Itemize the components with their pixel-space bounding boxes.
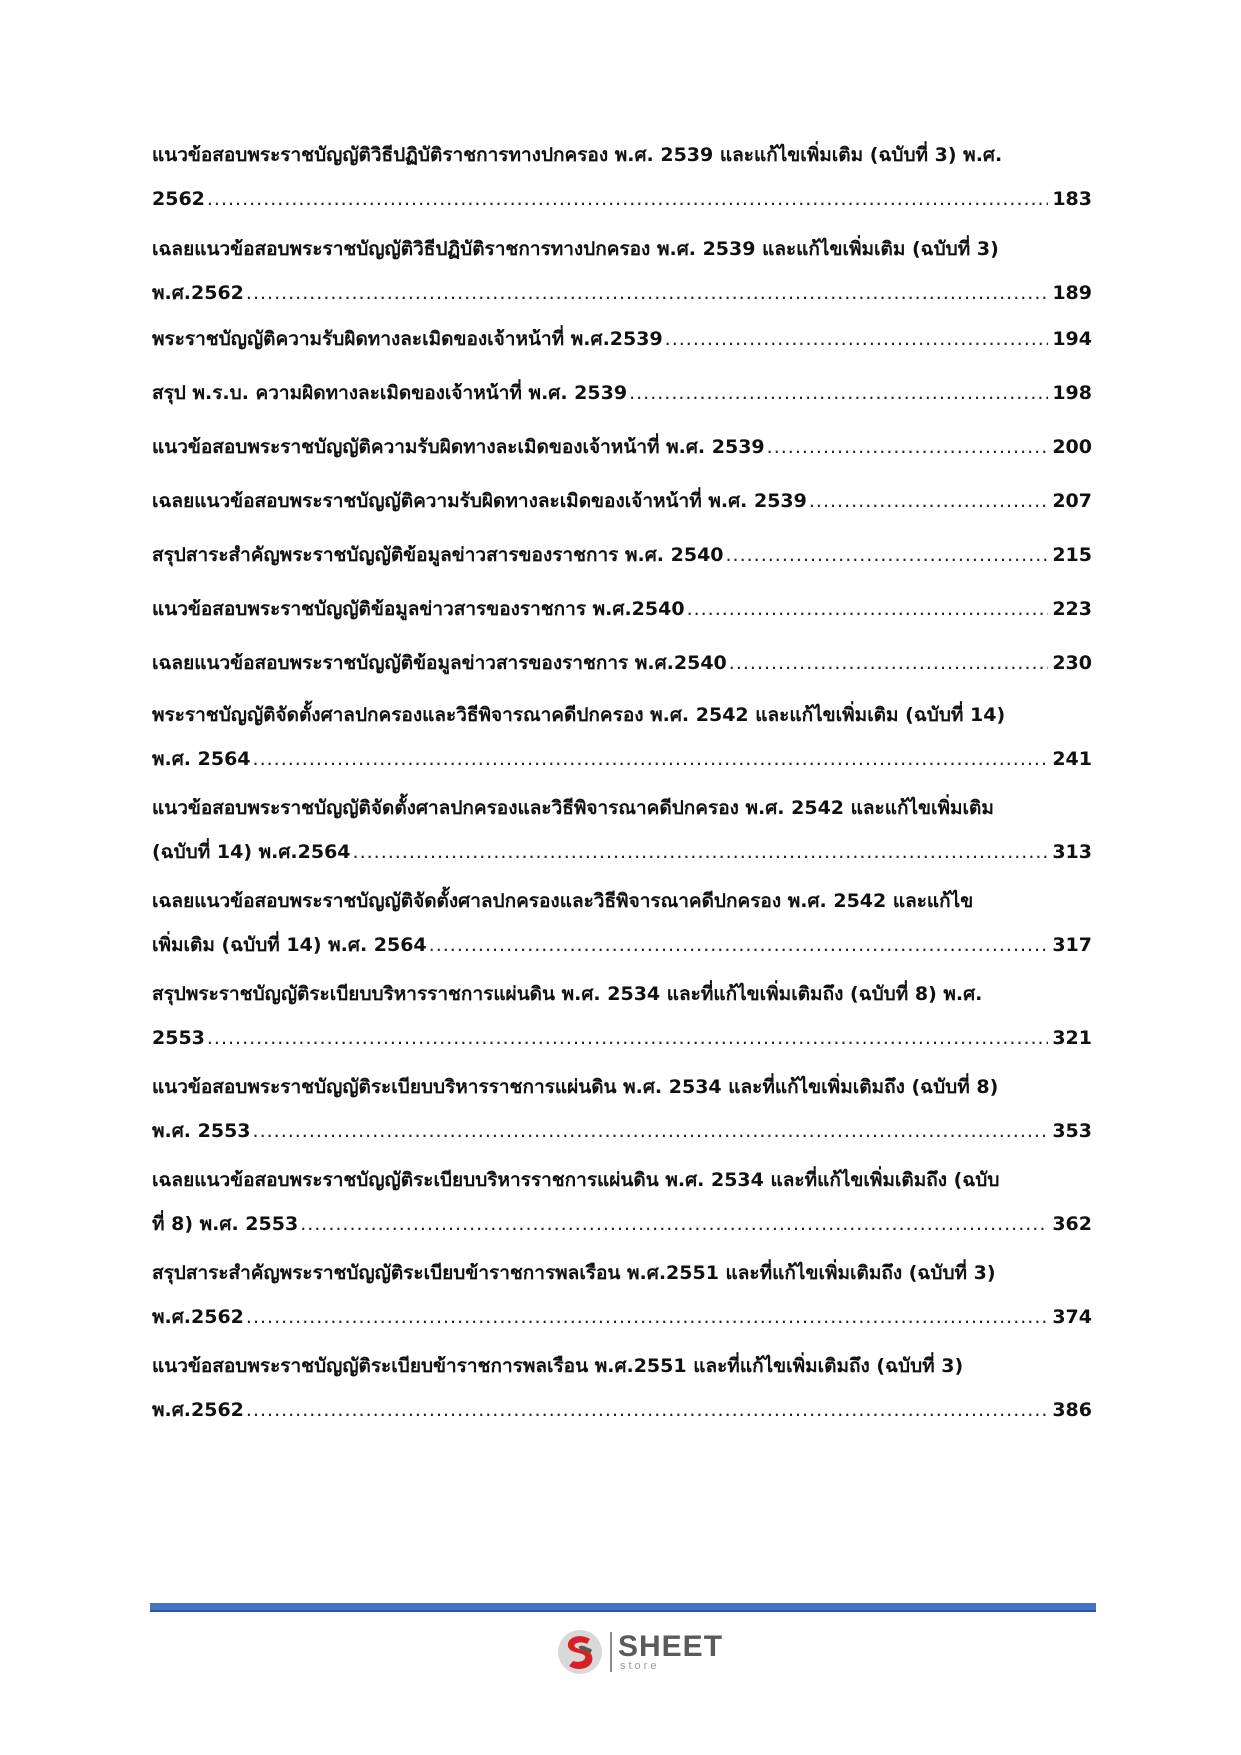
toc-page-number: 194 bbox=[1052, 328, 1092, 350]
toc-entry-title-line: เพิ่มเติม (ฉบับที่ 14) พ.ศ. 2564 bbox=[152, 934, 427, 956]
dot-leader bbox=[429, 923, 1049, 967]
toc-page-number: 353 bbox=[1052, 1120, 1092, 1142]
toc-entry-title-line: สรุปพระราชบัญญัติระเบียบบริหารราชการแผ่นดิน พ.ศ. 2534 และที่แก้ไขเพิ่มเติมถึง (ฉบับที่ 8) พ.ศ. bbox=[152, 983, 983, 1005]
toc-entry-title-line: 2553 bbox=[152, 1027, 205, 1049]
toc-entry-title-line: เฉลยแนวข้อสอบพระราชบัญญัติระเบียบบริหารราชการแผ่นดิน พ.ศ. 2534 และที่แก้ไขเพิ่มเติมถึง (ฉบับ bbox=[152, 1169, 1000, 1191]
dot-leader bbox=[246, 1388, 1048, 1432]
toc-entry-last-line bbox=[152, 1016, 1092, 1060]
toc-entry[interactable] bbox=[152, 479, 1092, 523]
toc-entry[interactable] bbox=[152, 879, 1092, 967]
toc-entry-last-line bbox=[152, 737, 1092, 781]
toc-entry-title-line: พระราชบัญญัติจัดตั้งศาลปกครองและวิธีพิจารณาคดีปกครอง พ.ศ. 2542 และแก้ไขเพิ่มเติม (ฉบับที่ 14) bbox=[152, 704, 1006, 726]
toc-entry-title-line: แนวข้อสอบพระราชบัญญัติข้อมูลข่าวสารของราชการ พ.ศ.2540 bbox=[152, 598, 685, 620]
toc-entry[interactable] bbox=[152, 1158, 1092, 1246]
toc-entry[interactable] bbox=[152, 317, 1092, 361]
toc-entry[interactable] bbox=[152, 533, 1092, 577]
toc-entry-title-line: พ.ศ.2562 bbox=[152, 282, 244, 304]
toc-entry-title-line: (ฉบับที่ 14) พ.ศ.2564 bbox=[152, 841, 351, 863]
toc-entry-last-line bbox=[152, 317, 1092, 361]
toc-entry[interactable] bbox=[152, 133, 1092, 221]
dot-leader bbox=[246, 1295, 1048, 1339]
toc-page-number: 362 bbox=[1052, 1213, 1092, 1235]
toc-entry-title-line: สรุปสาระสำคัญพระราชบัญญัติข้อมูลข่าวสารของราชการ พ.ศ. 2540 bbox=[152, 544, 724, 566]
toc-entry[interactable] bbox=[152, 693, 1092, 781]
dot-leader bbox=[207, 177, 1048, 221]
toc-entry-title-line: แนวข้อสอบพระราชบัญญัติจัดตั้งศาลปกครองและวิธีพิจารณาคดีปกครอง พ.ศ. 2542 และแก้ไขเพิ่มเติม bbox=[152, 797, 994, 819]
toc-entry-last-line bbox=[152, 479, 1092, 523]
logo-text bbox=[618, 1632, 723, 1672]
dot-leader bbox=[665, 317, 1049, 361]
toc-entry-title-line: พ.ศ. 2564 bbox=[152, 748, 251, 770]
toc-entry-title-line: เฉลยแนวข้อสอบพระราชบัญญัติวิธีปฏิบัติราชการทางปกครอง พ.ศ. 2539 และแก้ไขเพิ่มเติม (ฉบับที่ 3) bbox=[152, 238, 999, 260]
toc-page-number: 374 bbox=[1052, 1306, 1092, 1328]
toc-entry-title-line: พ.ศ. 2553 bbox=[152, 1120, 251, 1142]
dot-leader bbox=[809, 479, 1048, 523]
toc-page-number: 223 bbox=[1052, 598, 1092, 620]
toc-entry-title-line: เฉลยแนวข้อสอบพระราชบัญญัติข้อมูลข่าวสารของราชการ พ.ศ.2540 bbox=[152, 652, 727, 674]
dot-leader bbox=[253, 737, 1049, 781]
toc-entry-last-line bbox=[152, 1295, 1092, 1339]
toc-entry-title-line: ที่ 8) พ.ศ. 2553 bbox=[152, 1213, 299, 1235]
dot-leader bbox=[767, 425, 1049, 469]
toc-page-number: 321 bbox=[1052, 1027, 1092, 1049]
dot-leader bbox=[253, 1109, 1049, 1153]
toc-page-number: 198 bbox=[1052, 382, 1092, 404]
toc-entry[interactable] bbox=[152, 1251, 1092, 1339]
toc-page-number: 313 bbox=[1052, 841, 1092, 863]
toc-entry-last-line bbox=[152, 371, 1092, 415]
toc-page-number: 386 bbox=[1052, 1399, 1092, 1421]
toc-entry-last-line bbox=[152, 641, 1092, 685]
dot-leader bbox=[207, 1016, 1048, 1060]
dot-leader bbox=[353, 830, 1049, 874]
toc-page-number: 200 bbox=[1052, 436, 1092, 458]
toc-entry-last-line bbox=[152, 1388, 1092, 1432]
dot-leader bbox=[300, 1202, 1048, 1246]
toc-page-number: 183 bbox=[1052, 188, 1092, 210]
sheet-store-logo-icon bbox=[556, 1628, 604, 1676]
toc-entry-last-line bbox=[152, 533, 1092, 577]
toc-page-number: 189 bbox=[1052, 282, 1092, 304]
toc-page-number: 215 bbox=[1052, 544, 1092, 566]
toc-entry-last-line bbox=[152, 425, 1092, 469]
toc-entry[interactable] bbox=[152, 1065, 1092, 1153]
logo-subtitle: store bbox=[620, 1660, 660, 1672]
toc-entry-title-line: สรุป พ.ร.บ. ความผิดทางละเมิดของเจ้าหน้าที่ พ.ศ. 2539 bbox=[152, 382, 628, 404]
toc-entry-title-line: เฉลยแนวข้อสอบพระราชบัญญัติจัดตั้งศาลปกครองและวิธีพิจารณาคดีปกครอง พ.ศ. 2542 และแก้ไข bbox=[152, 890, 974, 912]
toc-entry-title-line: 2562 bbox=[152, 188, 205, 210]
toc-entry[interactable] bbox=[152, 641, 1092, 685]
toc-entry[interactable] bbox=[152, 425, 1092, 469]
dot-leader bbox=[687, 587, 1049, 631]
toc-page-number: 207 bbox=[1052, 490, 1092, 512]
toc-entry[interactable] bbox=[152, 587, 1092, 631]
toc-entry-title-line: สรุปสาระสำคัญพระราชบัญญัติระเบียบข้าราชการพลเรือน พ.ศ.2551 และที่แก้ไขเพิ่มเติมถึง (ฉบับที่ 3) bbox=[152, 1262, 996, 1284]
dot-leader bbox=[629, 371, 1048, 415]
toc-entry-title-line: พ.ศ.2562 bbox=[152, 1399, 244, 1421]
toc-entry-title-line: เฉลยแนวข้อสอบพระราชบัญญัติความรับผิดทางละเมิดของเจ้าหน้าที่ พ.ศ. 2539 bbox=[152, 490, 807, 512]
footer-rule bbox=[150, 1603, 1096, 1610]
toc-entry[interactable] bbox=[152, 972, 1092, 1060]
toc-page-number: 317 bbox=[1052, 934, 1092, 956]
dot-leader bbox=[729, 641, 1049, 685]
toc-entry[interactable] bbox=[152, 371, 1092, 415]
toc-entry[interactable] bbox=[152, 1344, 1092, 1432]
toc-entry-title-line: พ.ศ.2562 bbox=[152, 1306, 244, 1328]
toc-entry-last-line bbox=[152, 1109, 1092, 1153]
logo-word: SHEET bbox=[618, 1630, 724, 1663]
logo-divider bbox=[610, 1632, 612, 1672]
toc-page-number: 230 bbox=[1052, 652, 1092, 674]
toc-entry-last-line bbox=[152, 587, 1092, 631]
toc-entry-last-line bbox=[152, 830, 1092, 874]
toc-entry-title-line: พระราชบัญญัติความรับผิดทางละเมิดของเจ้าหน้าที่ พ.ศ.2539 bbox=[152, 328, 663, 350]
sheet-store-logo bbox=[556, 1626, 723, 1678]
toc-entry-title-line: แนวข้อสอบพระราชบัญญัติระเบียบบริหารราชการแผ่นดิน พ.ศ. 2534 และที่แก้ไขเพิ่มเติมถึง (ฉบับที่ 8) bbox=[152, 1076, 999, 1098]
toc-entry-last-line bbox=[152, 271, 1092, 315]
toc-entry-title-line: แนวข้อสอบพระราชบัญญัติความรับผิดทางละเมิดของเจ้าหน้าที่ พ.ศ. 2539 bbox=[152, 436, 765, 458]
toc-entry-last-line bbox=[152, 177, 1092, 221]
toc-entry[interactable] bbox=[152, 786, 1092, 874]
toc-entry-title-line: แนวข้อสอบพระราชบัญญัติระเบียบข้าราชการพลเรือน พ.ศ.2551 และที่แก้ไขเพิ่มเติมถึง (ฉบับที่ 3) bbox=[152, 1355, 964, 1377]
dot-leader bbox=[246, 271, 1048, 315]
toc-entry[interactable] bbox=[152, 227, 1092, 315]
dot-leader bbox=[726, 533, 1049, 577]
toc-entry-last-line bbox=[152, 923, 1092, 967]
toc-page-number: 241 bbox=[1052, 748, 1092, 770]
toc-entry-title-line: แนวข้อสอบพระราชบัญญัติวิธีปฏิบัติราชการทางปกครอง พ.ศ. 2539 และแก้ไขเพิ่มเติม (ฉบับที่ 3) พ.ศ. bbox=[152, 144, 1003, 166]
toc-entry-last-line bbox=[152, 1202, 1092, 1246]
